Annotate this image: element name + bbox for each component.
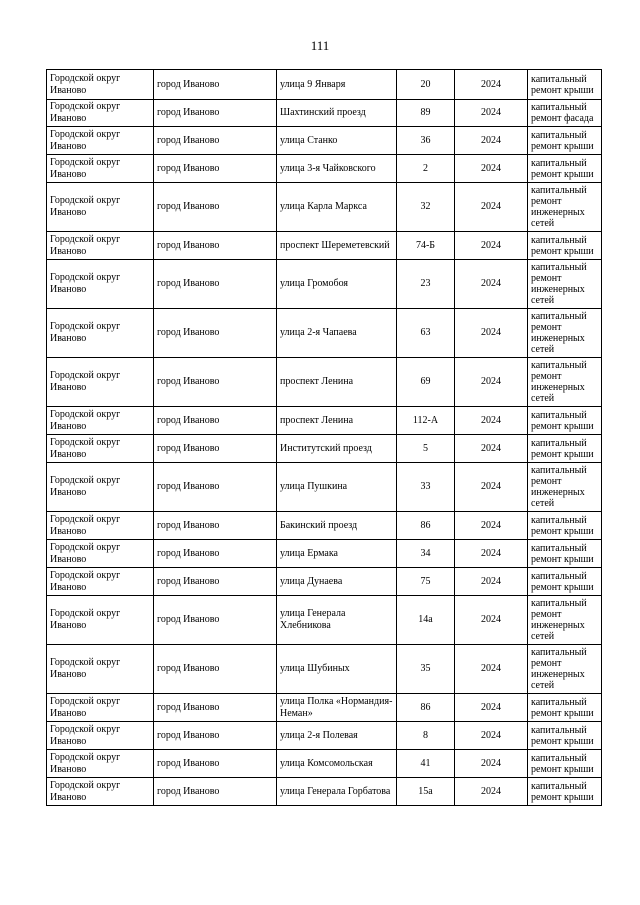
cell-district: Городской округ Иваново bbox=[47, 694, 154, 722]
cell-house-number: 63 bbox=[397, 309, 455, 358]
cell-year: 2024 bbox=[455, 183, 528, 232]
cell-house-number: 15а bbox=[397, 778, 455, 806]
cell-street: улица Шубиных bbox=[277, 645, 397, 694]
cell-house-number: 41 bbox=[397, 750, 455, 778]
cell-house-number: 89 bbox=[397, 100, 455, 127]
cell-house-number: 75 bbox=[397, 568, 455, 596]
cell-city: город Иваново bbox=[154, 309, 277, 358]
cell-street: улица 9 Января bbox=[277, 70, 397, 100]
cell-district: Городской округ Иваново bbox=[47, 435, 154, 463]
cell-work-type: капитальный ремонт крыши bbox=[528, 512, 602, 540]
cell-city: город Иваново bbox=[154, 70, 277, 100]
cell-year: 2024 bbox=[455, 358, 528, 407]
table-row bbox=[47, 260, 602, 309]
cell-city: город Иваново bbox=[154, 722, 277, 750]
cell-district: Городской округ Иваново bbox=[47, 127, 154, 155]
cell-year: 2024 bbox=[455, 540, 528, 568]
cell-city: город Иваново bbox=[154, 435, 277, 463]
cell-district: Городской округ Иваново bbox=[47, 463, 154, 512]
cell-year: 2024 bbox=[455, 722, 528, 750]
cell-year: 2024 bbox=[455, 407, 528, 435]
cell-work-type: капитальный ремонт инженерных сетей bbox=[528, 596, 602, 645]
table-row bbox=[47, 568, 602, 596]
cell-house-number: 2 bbox=[397, 155, 455, 183]
cell-street: улица Комсомольская bbox=[277, 750, 397, 778]
cell-work-type: капитальный ремонт крыши bbox=[528, 540, 602, 568]
cell-year: 2024 bbox=[455, 435, 528, 463]
cell-year: 2024 bbox=[455, 512, 528, 540]
cell-house-number: 23 bbox=[397, 260, 455, 309]
cell-street: улица 2-я Чапаева bbox=[277, 309, 397, 358]
cell-house-number: 33 bbox=[397, 463, 455, 512]
cell-work-type: капитальный ремонт крыши bbox=[528, 70, 602, 100]
cell-house-number: 86 bbox=[397, 512, 455, 540]
cell-work-type: капитальный ремонт крыши bbox=[528, 722, 602, 750]
cell-year: 2024 bbox=[455, 309, 528, 358]
cell-city: город Иваново bbox=[154, 127, 277, 155]
table-row bbox=[47, 512, 602, 540]
cell-work-type: капитальный ремонт инженерных сетей bbox=[528, 260, 602, 309]
cell-work-type: капитальный ремонт инженерных сетей bbox=[528, 358, 602, 407]
cell-city: город Иваново bbox=[154, 645, 277, 694]
cell-work-type: капитальный ремонт крыши bbox=[528, 435, 602, 463]
table-row bbox=[47, 70, 602, 100]
table-row bbox=[47, 232, 602, 260]
cell-district: Городской округ Иваново bbox=[47, 540, 154, 568]
cell-year: 2024 bbox=[455, 778, 528, 806]
cell-city: город Иваново bbox=[154, 596, 277, 645]
cell-year: 2024 bbox=[455, 260, 528, 309]
cell-street: Бакинский проезд bbox=[277, 512, 397, 540]
cell-street: улица Пушкина bbox=[277, 463, 397, 512]
cell-district: Городской округ Иваново bbox=[47, 512, 154, 540]
repair-schedule-table bbox=[46, 69, 602, 806]
table-row bbox=[47, 694, 602, 722]
cell-district: Городской округ Иваново bbox=[47, 407, 154, 435]
table-row bbox=[47, 183, 602, 232]
cell-city: город Иваново bbox=[154, 183, 277, 232]
cell-street: проспект Ленина bbox=[277, 358, 397, 407]
table-row bbox=[47, 155, 602, 183]
cell-city: город Иваново bbox=[154, 694, 277, 722]
cell-year: 2024 bbox=[455, 694, 528, 722]
cell-city: город Иваново bbox=[154, 232, 277, 260]
cell-house-number: 36 bbox=[397, 127, 455, 155]
cell-work-type: капитальный ремонт инженерных сетей bbox=[528, 309, 602, 358]
cell-district: Городской округ Иваново bbox=[47, 183, 154, 232]
table-row bbox=[47, 750, 602, 778]
table-row bbox=[47, 100, 602, 127]
cell-district: Городской округ Иваново bbox=[47, 155, 154, 183]
cell-year: 2024 bbox=[455, 100, 528, 127]
cell-year: 2024 bbox=[455, 70, 528, 100]
cell-street: улица Карла Маркса bbox=[277, 183, 397, 232]
cell-city: город Иваново bbox=[154, 100, 277, 127]
cell-street: Шахтинский проезд bbox=[277, 100, 397, 127]
cell-house-number: 35 bbox=[397, 645, 455, 694]
cell-work-type: капитальный ремонт крыши bbox=[528, 568, 602, 596]
cell-city: город Иваново bbox=[154, 750, 277, 778]
cell-house-number: 86 bbox=[397, 694, 455, 722]
cell-work-type: капитальный ремонт крыши bbox=[528, 155, 602, 183]
cell-district: Городской округ Иваново bbox=[47, 232, 154, 260]
cell-work-type: капитальный ремонт крыши bbox=[528, 750, 602, 778]
cell-district: Городской округ Иваново bbox=[47, 260, 154, 309]
table-row bbox=[47, 463, 602, 512]
cell-city: город Иваново bbox=[154, 155, 277, 183]
cell-year: 2024 bbox=[455, 463, 528, 512]
cell-street: Институтский проезд bbox=[277, 435, 397, 463]
cell-house-number: 14а bbox=[397, 596, 455, 645]
cell-district: Городской округ Иваново bbox=[47, 596, 154, 645]
cell-district: Городской округ Иваново bbox=[47, 645, 154, 694]
cell-city: город Иваново bbox=[154, 540, 277, 568]
cell-street: улица 3-я Чайковского bbox=[277, 155, 397, 183]
cell-district: Городской округ Иваново bbox=[47, 722, 154, 750]
cell-work-type: капитальный ремонт крыши bbox=[528, 778, 602, 806]
cell-city: город Иваново bbox=[154, 358, 277, 407]
cell-house-number: 69 bbox=[397, 358, 455, 407]
table-row bbox=[47, 407, 602, 435]
cell-street: улица Полка «Нормандия-Неман» bbox=[277, 694, 397, 722]
cell-house-number: 32 bbox=[397, 183, 455, 232]
cell-street: проспект Ленина bbox=[277, 407, 397, 435]
cell-street: улица 2-я Полевая bbox=[277, 722, 397, 750]
cell-work-type: капитальный ремонт крыши bbox=[528, 232, 602, 260]
table-row bbox=[47, 722, 602, 750]
cell-street: улица Станко bbox=[277, 127, 397, 155]
cell-year: 2024 bbox=[455, 645, 528, 694]
cell-house-number: 8 bbox=[397, 722, 455, 750]
cell-street: улица Ермака bbox=[277, 540, 397, 568]
cell-city: город Иваново bbox=[154, 568, 277, 596]
cell-street: улица Генерала Хлебникова bbox=[277, 596, 397, 645]
cell-district: Городской округ Иваново bbox=[47, 750, 154, 778]
cell-district: Городской округ Иваново bbox=[47, 100, 154, 127]
cell-city: город Иваново bbox=[154, 463, 277, 512]
cell-work-type: капитальный ремонт инженерных сетей bbox=[528, 645, 602, 694]
cell-street: улица Дунаева bbox=[277, 568, 397, 596]
table-row bbox=[47, 596, 602, 645]
cell-year: 2024 bbox=[455, 232, 528, 260]
cell-house-number: 34 bbox=[397, 540, 455, 568]
cell-city: город Иваново bbox=[154, 778, 277, 806]
page-number: 111 bbox=[310, 38, 330, 53]
cell-house-number: 5 bbox=[397, 435, 455, 463]
cell-street: улица Громобоя bbox=[277, 260, 397, 309]
cell-district: Городской округ Иваново bbox=[47, 309, 154, 358]
cell-street: проспект Шереметевский bbox=[277, 232, 397, 260]
cell-house-number: 20 bbox=[397, 70, 455, 100]
cell-work-type: капитальный ремонт фасада bbox=[528, 100, 602, 127]
cell-house-number: 74-Б bbox=[397, 232, 455, 260]
cell-work-type: капитальный ремонт инженерных сетей bbox=[528, 463, 602, 512]
cell-district: Городской округ Иваново bbox=[47, 568, 154, 596]
table-row bbox=[47, 540, 602, 568]
cell-work-type: капитальный ремонт крыши bbox=[528, 694, 602, 722]
cell-year: 2024 bbox=[455, 750, 528, 778]
table-row bbox=[47, 127, 602, 155]
table-row bbox=[47, 435, 602, 463]
table-row bbox=[47, 358, 602, 407]
table-body bbox=[47, 70, 602, 806]
table-row bbox=[47, 309, 602, 358]
cell-year: 2024 bbox=[455, 155, 528, 183]
cell-district: Городской округ Иваново bbox=[47, 778, 154, 806]
cell-work-type: капитальный ремонт инженерных сетей bbox=[528, 183, 602, 232]
cell-street: улица Генерала Горбатова bbox=[277, 778, 397, 806]
table-row bbox=[47, 645, 602, 694]
cell-year: 2024 bbox=[455, 596, 528, 645]
cell-city: город Иваново bbox=[154, 512, 277, 540]
cell-district: Городской округ Иваново bbox=[47, 70, 154, 100]
cell-year: 2024 bbox=[455, 127, 528, 155]
cell-work-type: капитальный ремонт крыши bbox=[528, 407, 602, 435]
cell-year: 2024 bbox=[455, 568, 528, 596]
table-row bbox=[47, 778, 602, 806]
cell-work-type: капитальный ремонт крыши bbox=[528, 127, 602, 155]
cell-house-number: 112-А bbox=[397, 407, 455, 435]
cell-city: город Иваново bbox=[154, 260, 277, 309]
cell-city: город Иваново bbox=[154, 407, 277, 435]
cell-district: Городской округ Иваново bbox=[47, 358, 154, 407]
